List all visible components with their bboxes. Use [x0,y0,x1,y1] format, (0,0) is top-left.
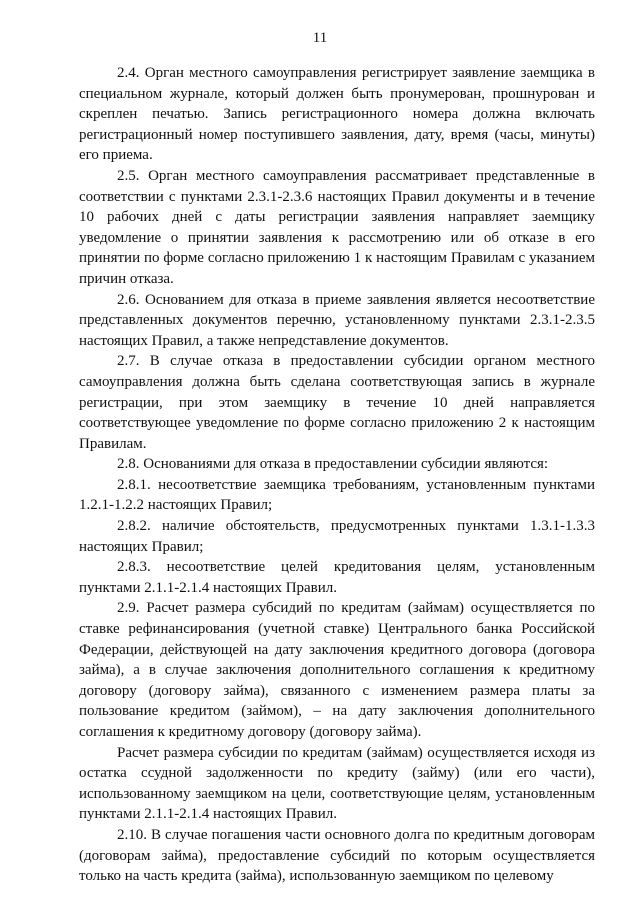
paragraph-2-6: 2.6. Основанием для отказа в приеме заявления является несоответствие представленных документов перечню, установленному пунктами 2.3.1-2.3.5 настоящих Правил, а также непредставление документов. [79,291,595,349]
paragraph-2-4: 2.4. Орган местного самоуправления регистрирует заявление заемщика в специальном журнале, который должен быть пронумерован, прошнурован и скреплен печатью. Запись регистрационного номера должна включать регистрационный номер поступившего заявления, дату, время (часы, минуты) его приема. [79,65,595,164]
document-body [79,63,595,887]
paragraph-2-9-calculation: Расчет размера субсидии по кредитам (займам) осуществляется исходя из остатка ссудной задолженности по кредиту (займу) (или его части), использованному заемщиком на цели, соответствующие целям, установленным пунктами 2.1.1-2.1.4 настоящих Правил. [79,744,595,823]
paragraph-2-9: 2.9. Расчет размера субсидий по кредитам (займам) осуществляется по ставке рефинансирования (учетной ставке) Центрального банка Российской Федерации, действующей на дату заключения кредитного договора (договора займа), а в случае заключения дополнительного соглашения к кредитному договору (договору займа), связанного с изменением размера платы за пользование кредитом (займом), – на дату заключения дополнительного соглашения к кредитному договору (договору займа). [79,600,595,740]
paragraph-2-8: 2.8. Основаниями для отказа в предоставлении субсидии являются: [117,456,549,473]
paragraph-2-8-2: 2.8.2. наличие обстоятельств, предусмотренных пунктами 1.3.1-1.3.3 настоящих Правил; [79,518,595,555]
paragraph-2-5: 2.5. Орган местного самоуправления рассматривает представленные в соответствии с пунктами 2.3.1-2.3.6 настоящих Правил документы и в течение 10 рабочих дней с даты регистрации заявления направляет заемщику уведомление о принятии заявления к рассмотрению или об отказе в его принятии по форме согласно приложению 1 к настоящим Правилам с указанием причин отказа. [79,167,595,287]
paragraph-2-7: 2.7. В случае отказа в предоставлении субсидии органом местного самоуправления должна быть сделана соответствующая запись в журнале регистрации, при этом заемщику в течение 10 дней направляется соответствующее уведомление по форме согласно приложению 2 к настоящим Правилам. [79,353,595,452]
paragraph-2-8-1: 2.8.1. несоответствие заемщика требованиям, установленным пунктами 1.2.1-1.2.2 настоящих Правил; [79,476,595,514]
paragraph-2-10: 2.10. В случае погашения части основного долга по кредитным договорам (договорам займа), предоставление субсидий по которым осуществляется только на часть кредита (займа), использованную заемщиком по целевому [79,826,595,885]
paragraph-2-8-3: 2.8.3. несоответствие целей кредитования целям, установленным пунктами 2.1.1-2.1.4 настоящих Правил. [79,559,595,596]
page-number: 11 [312,30,328,46]
